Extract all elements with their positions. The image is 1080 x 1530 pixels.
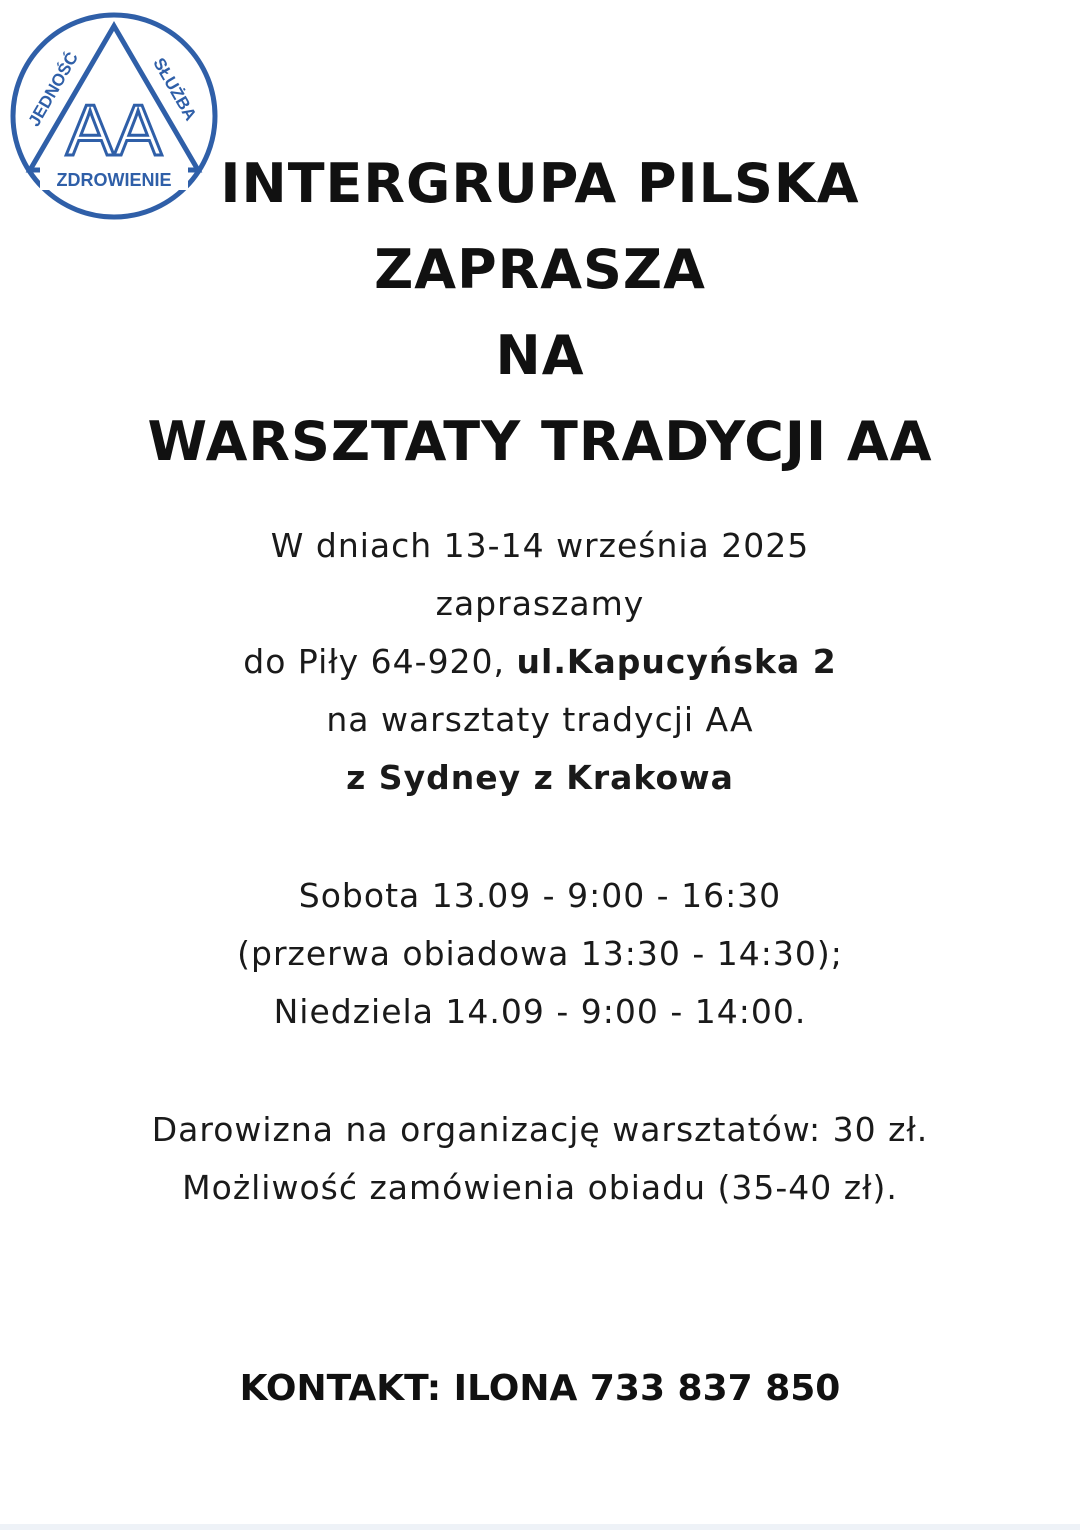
title-line-2: ZAPRASZA — [374, 238, 706, 301]
logo-bottom-text: ZDROWIENIE — [56, 170, 172, 190]
workshop-line: na warsztaty tradycji AA — [326, 700, 754, 739]
address-street: ul.Kapucyńska 2 — [516, 642, 837, 681]
address-prefix: do Piły 64-920, — [243, 642, 517, 681]
lunch-line: Możliwość zamówienia obiadu (35-40 zł). — [182, 1168, 898, 1207]
schedule-sunday: Niedziela 14.09 - 9:00 - 14:00. — [273, 992, 807, 1031]
speakers-line: z Sydney z Krakowa — [346, 758, 734, 797]
contact-line: KONTAKT: ILONA 733 837 850 — [239, 1368, 841, 1409]
title-line-4: WARSZTATY TRADYCJI AA — [147, 410, 933, 473]
logo-center-text: AA — [65, 91, 163, 171]
donation-line: Darowizna na organizację warsztatów: 30 zł. — [151, 1110, 929, 1149]
schedule-saturday: Sobota 13.09 - 9:00 - 16:30 — [298, 876, 782, 915]
logo-left-text: JEDNOŚĆ — [24, 48, 83, 130]
invite-line: zapraszamy — [435, 584, 645, 623]
bottom-divider — [0, 1524, 1080, 1530]
date-line: W dniach 13-14 września 2025 — [270, 526, 810, 565]
logo-right-text: SŁUŻBA — [149, 54, 201, 124]
address-line — [0, 642, 1080, 681]
title-line-1: INTERGRUPA PILSKA — [220, 152, 860, 215]
title-line-3: NA — [495, 324, 585, 387]
schedule-break: (przerwa obiadowa 13:30 - 14:30); — [237, 934, 843, 973]
